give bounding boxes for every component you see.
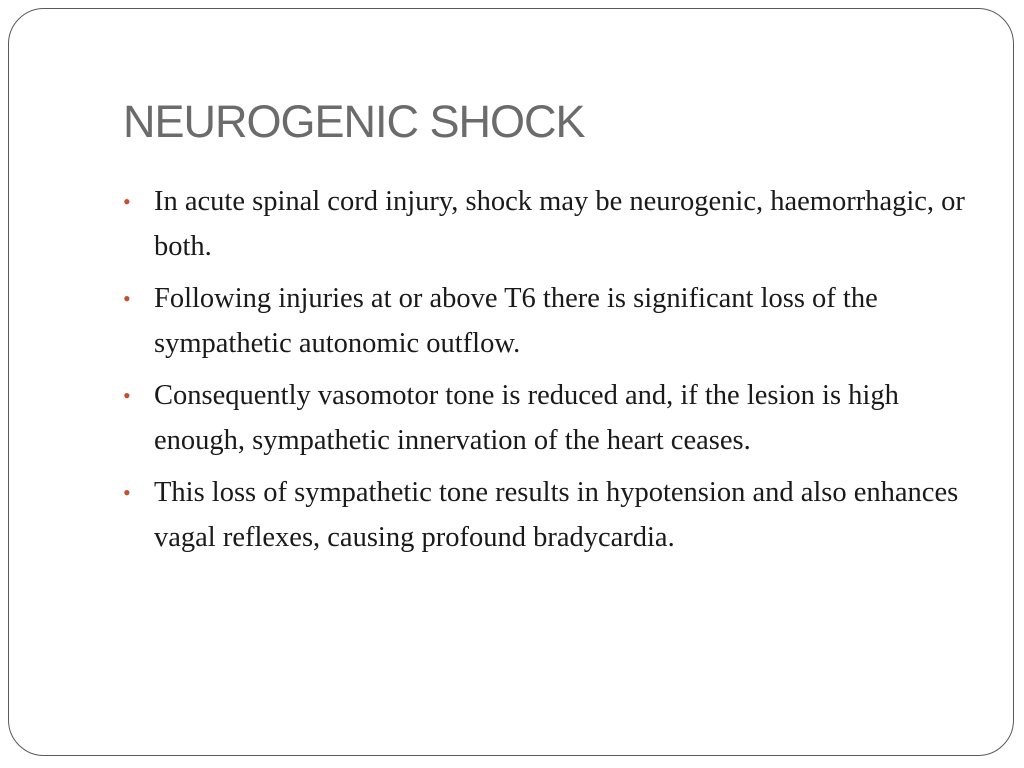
bullet-list — [123, 179, 973, 567]
bullet-dot-icon: • — [123, 189, 131, 214]
bullet-text: This loss of sympathetic tone results in hypotension and also enhances vagal reflexes, causing profound bradycardia. — [154, 477, 959, 553]
bullet-dot-icon: • — [123, 480, 131, 505]
bullet-text: Consequently vasomotor tone is reduced and, if the lesion is high enough, sympathetic innervation of the heart ceases. — [154, 380, 899, 456]
bullet-dot-icon: • — [123, 383, 131, 408]
slide-title: NEUROGENIC SHOCK — [123, 96, 585, 147]
bullet-text: In acute spinal cord injury, shock may be neurogenic, haemorrhagic, or both. — [154, 186, 965, 262]
bullet-item — [123, 276, 973, 366]
bullet-text: Following injuries at or above T6 there is significant loss of the sympathetic autonomic outflow. — [154, 283, 878, 359]
bullet-dot-icon: • — [123, 286, 131, 311]
bullet-item — [123, 373, 973, 463]
bullet-item — [123, 470, 973, 560]
slide — [8, 8, 1014, 756]
bullet-item — [123, 179, 973, 269]
